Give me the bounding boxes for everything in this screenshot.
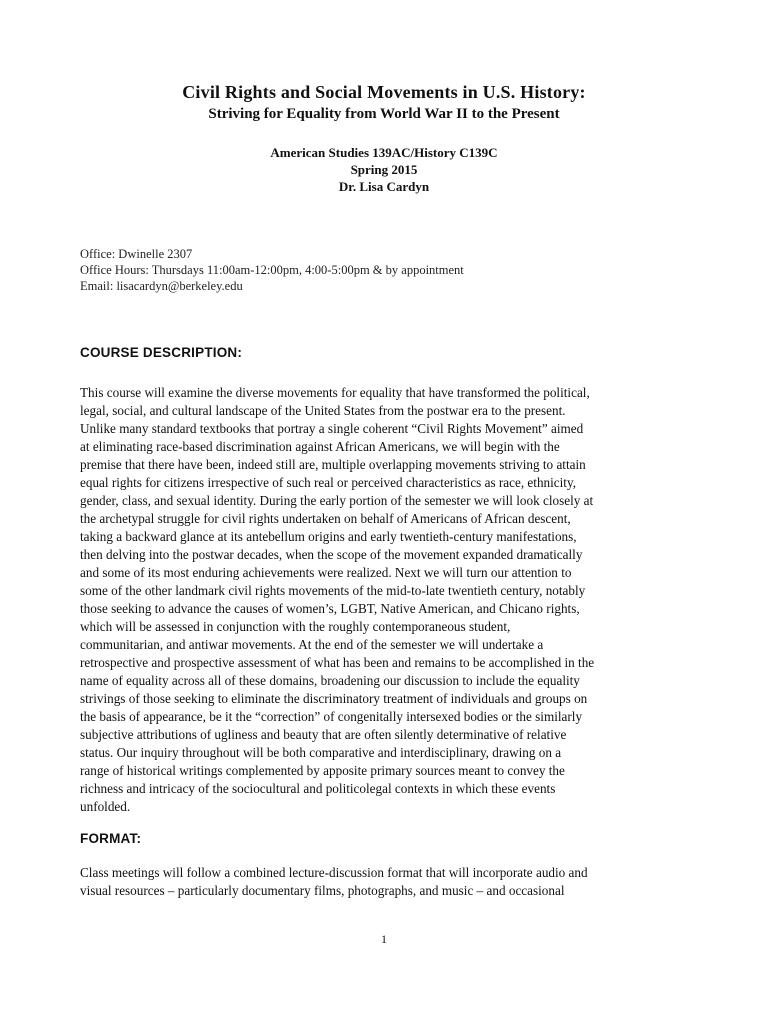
paragraph-line: retrospective and prospective assessment of what has been and remains to be accomplished in the <box>80 655 595 670</box>
paragraph-line: strivings of those seeking to eliminate the discriminatory treatment of individuals and groups on <box>80 691 588 706</box>
paragraph-line: name of equality across all of these domains, broadening our discussion to include the equality <box>80 673 580 688</box>
paragraph-line: gender, class, and sexual identity. During the early portion of the semester we will look closely at <box>80 493 594 508</box>
paragraph-line: the basis of appearance, be it the “correction” of congenitally intersexed bodies or the similarly <box>80 709 583 724</box>
course-code: American Studies 139AC/History C139C <box>270 145 498 160</box>
paragraph-line: visual resources – particularly documentary films, photographs, and music – and occasional <box>80 883 565 898</box>
paragraph-line: status. Our inquiry throughout will be both comparative and interdisciplinary, drawing on a <box>80 745 562 760</box>
format-heading: FORMAT: <box>80 831 142 846</box>
course-info <box>0 144 768 195</box>
paragraph-line: Unlike many standard textbooks that portray a single coherent “Civil Rights Movement” aimed <box>80 421 584 436</box>
paragraph-line: and some of its most enduring achievements were realized. Next we will turn our attention to <box>80 565 572 580</box>
instructor-name: Dr. Lisa Cardyn <box>338 179 430 194</box>
paragraph-line: which will be assessed in conjunction with the roughly contemporaneous student, <box>80 619 511 634</box>
paragraph-line: legal, social, and cultural landscape of the United States from the postwar era to the present. <box>80 403 566 418</box>
paragraph-line: range of historical writings complemented by apposite primary sources meant to convey the <box>80 763 565 778</box>
format-paragraph <box>80 864 694 900</box>
paragraph-line: richness and intricacy of the sociocultural and politicolegal contexts in which these events <box>80 781 556 796</box>
page-number: 1 <box>381 932 387 946</box>
course-term: Spring 2015 <box>350 162 418 177</box>
paragraph-line: premise that there have been, indeed still are, multiple overlapping movements striving to attain <box>80 457 586 472</box>
paragraph-line: Class meetings will follow a combined lecture-discussion format that will incorporate audio and <box>80 865 588 880</box>
paragraph-line: taking a backward glance at its antebellum origins and early twentieth-century manifestations, <box>80 529 577 544</box>
paragraph-line: at eliminating race-based discrimination against African Americans, we will begin with the <box>80 439 560 454</box>
document-title: Civil Rights and Social Movements in U.S. History: <box>182 82 586 102</box>
paragraph-line: This course will examine the diverse movements for equality that have transformed the political, <box>80 385 590 400</box>
paragraph-line: those seeking to advance the causes of women’s, LGBT, Native American, and Chicano rights, <box>80 601 580 616</box>
contact-info <box>80 246 700 294</box>
document-subtitle: Striving for Equality from World War II to the Present <box>208 106 560 122</box>
office-hours: Office Hours: Thursdays 11:00am-12:00pm, 4:00-5:00pm & by appointment <box>80 263 464 277</box>
email-address: Email: lisacardyn@berkeley.edu <box>80 279 243 293</box>
paragraph-line: unfolded. <box>80 799 131 814</box>
office-location: Office: Dwinelle 2307 <box>80 247 193 261</box>
paragraph-line: subjective attributions of ugliness and beauty that are often silently determinative of relative <box>80 727 567 742</box>
course-description-heading: COURSE DESCRIPTION: <box>80 345 243 360</box>
paragraph-line: some of the other landmark civil rights movements of the mid-to-late twentieth century, notably <box>80 583 586 598</box>
paragraph-line: then delving into the postwar decades, when the scope of the movement expanded dramatically <box>80 547 583 562</box>
paragraph-line: the archetypal struggle for civil rights undertaken on behalf of Americans of African descent, <box>80 511 571 526</box>
paragraph-line: communitarian, and antiwar movements. At the end of the semester we will undertake a <box>80 637 544 652</box>
course-description-paragraph <box>80 384 694 816</box>
paragraph-line: equal rights for citizens irrespective of such real or perceived characteristics as race, ethnicity, <box>80 475 577 490</box>
